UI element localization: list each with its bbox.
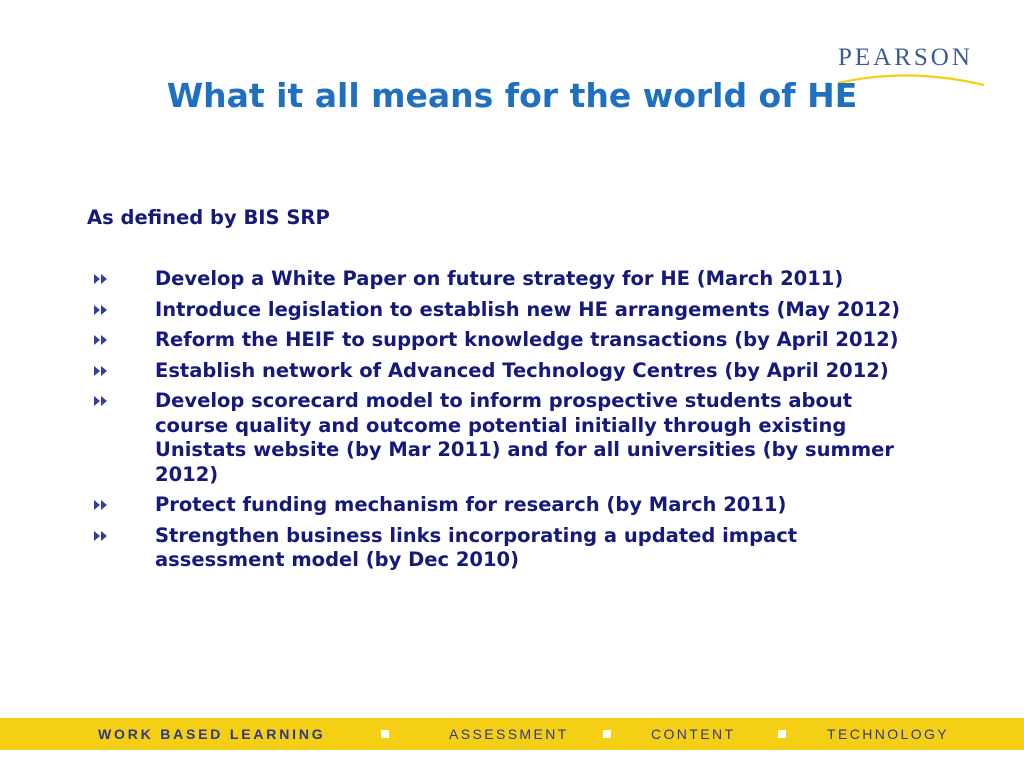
bullet-item <box>87 493 927 518</box>
footer-bar <box>0 718 1024 750</box>
slide-title: What it all means for the world of HE <box>166 76 858 115</box>
double-chevron-right-icon <box>93 524 111 549</box>
footer-item-assessment: ASSESSMENT <box>449 726 569 742</box>
footer-separator <box>778 730 786 738</box>
bullet-text: Develop a White Paper on future strategy for HE (March 2011) <box>155 267 844 290</box>
double-chevron-right-icon <box>93 359 111 384</box>
bullet-text: Strengthen business links incorporating a updated impact assessment model (by Dec 2010) <box>155 523 798 571</box>
bullet-list <box>87 267 927 579</box>
footer-separator <box>381 730 389 738</box>
bullet-item <box>87 267 927 292</box>
bullet-item <box>87 389 927 487</box>
bullet-item <box>87 524 927 573</box>
footer-item-technology: TECHNOLOGY <box>827 726 950 742</box>
footer-item-content: CONTENT <box>651 726 736 742</box>
double-chevron-right-icon <box>93 298 111 323</box>
bullet-text: Develop scorecard model to inform prospective students about course quality and outcome potential initially through existing Unistats website (by Mar 2011) and for all universities (by summer 2012) <box>155 389 894 486</box>
double-chevron-right-icon <box>93 267 111 292</box>
double-chevron-right-icon <box>93 389 111 414</box>
double-chevron-right-icon <box>93 328 111 353</box>
bullet-item <box>87 359 927 384</box>
double-chevron-right-icon <box>93 493 111 518</box>
footer-item-work-based-learning: WORK BASED LEARNING <box>98 726 326 742</box>
bullet-item <box>87 298 927 323</box>
footer-separator <box>603 730 611 738</box>
slide-subtitle: As defined by BIS SRP <box>87 206 330 229</box>
bullet-text: Introduce legislation to establish new HE arrangements (May 2012) <box>155 297 901 321</box>
bullet-item <box>87 328 927 353</box>
bullet-text: Protect funding mechanism for research (by March 2011) <box>155 493 787 516</box>
bullet-text: Reform the HEIF to support knowledge transactions (by April 2012) <box>155 328 899 351</box>
logo-text: PEARSON <box>838 44 973 71</box>
bullet-text: Establish network of Advanced Technology Centres (by April 2012) <box>155 358 889 382</box>
